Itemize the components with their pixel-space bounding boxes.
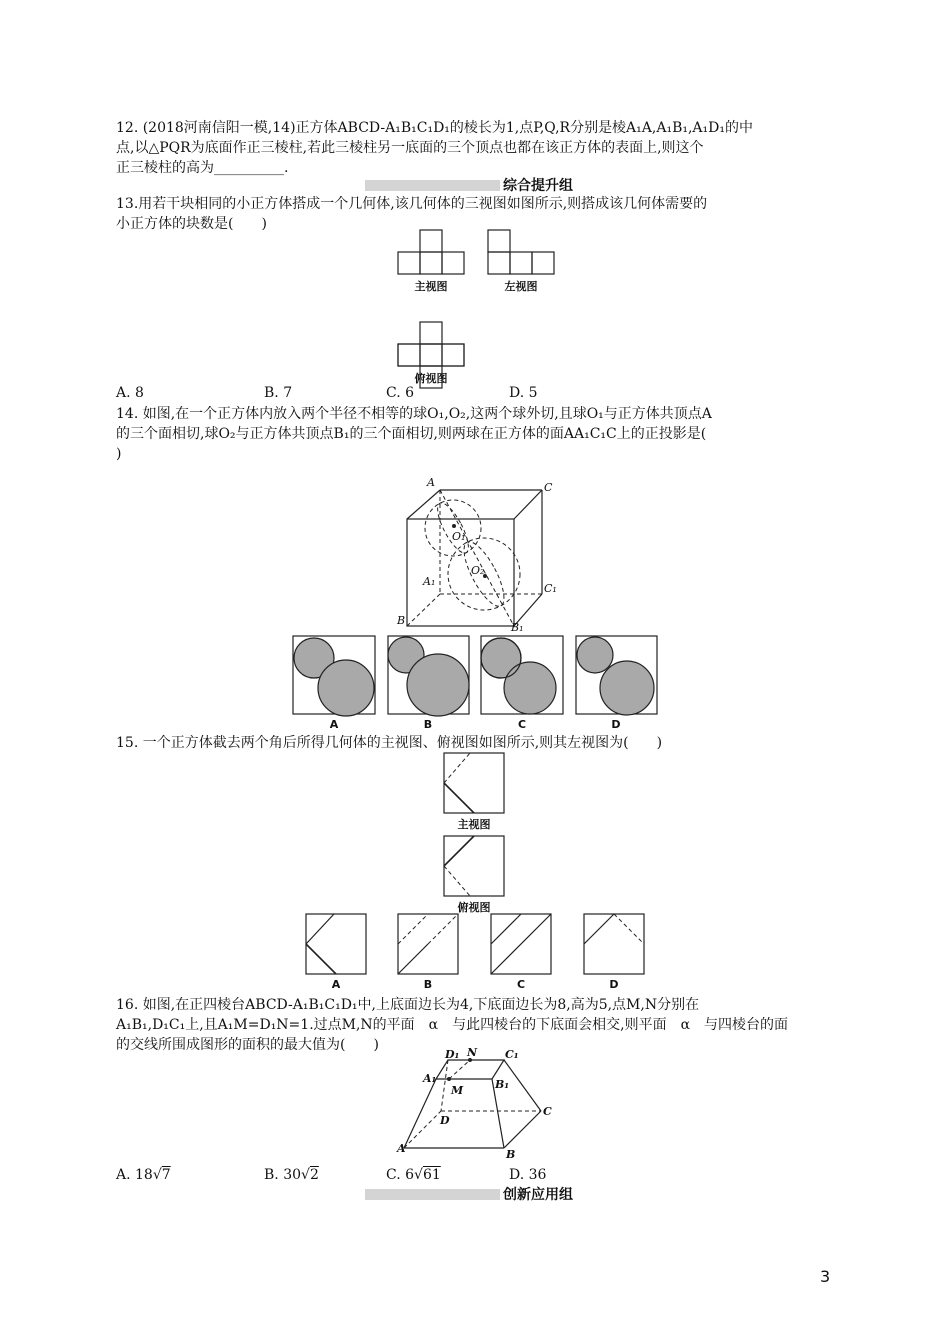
q14-option-label-d: D: [611, 718, 621, 731]
q14-option-label-c: C: [517, 718, 527, 731]
section-title: 综合提升组: [503, 178, 573, 194]
q16-label-d1: D₁: [445, 1048, 460, 1061]
q16-option-b-radicand: 2: [309, 1167, 319, 1183]
q15-caption-top: 俯视图: [457, 901, 491, 914]
q16-option-d-prefix: D. 36: [509, 1167, 547, 1183]
q16-option-c: [386, 1167, 441, 1183]
section-bar: [365, 1189, 500, 1200]
q15-option-label-c: C: [516, 978, 526, 991]
q16-option-c-radicand: 61: [422, 1167, 441, 1183]
sqrt-sign: √: [152, 1167, 162, 1183]
q16-label-d: D: [440, 1114, 450, 1127]
q15-line1: 15. 一个正方体截去两个角后所得几何体的主视图、俯视图如图所示,则其左视图为( ): [116, 735, 663, 751]
q13-option-b: B. 7: [264, 385, 293, 401]
q15-caption-front: 主视图: [457, 818, 491, 831]
q15-option-label-a: A: [331, 978, 341, 991]
q15-option-label-b: B: [423, 978, 433, 991]
q14-option-label-a: A: [329, 718, 339, 731]
q16-line3: 的交线所围成图形的面积的最大值为( ): [116, 1037, 379, 1053]
q13-caption-left: 左视图: [504, 280, 538, 293]
q16-option-a-radicand: 7: [161, 1167, 171, 1183]
q16-label-c: C: [543, 1105, 552, 1118]
q12-line2: 点,以△PQR为底面作正三棱柱,若此三棱柱另一底面的三个顶点也都在该正方体的表面上,则这个: [116, 140, 704, 156]
q16-option-d: [509, 1167, 546, 1183]
q13-line1: 13.用若干块相同的小正方体搭成一个几何体,该几何体的三视图如图所示,则搭成该几何体需要的: [116, 196, 708, 212]
q16-option-c-prefix: C. 6: [386, 1167, 415, 1183]
q13-caption-front: 主视图: [414, 280, 448, 293]
q14-label-a1: A₁: [423, 575, 436, 588]
q16-option-b-prefix: B. 30: [264, 1167, 302, 1183]
q16-line1: 16. 如图,在正四棱台ABCD-A₁B₁C₁D₁中,上底面边长为4,下底面边长为8,高为5,点M,N分别在: [116, 997, 700, 1013]
q14-line1: 14. 如图,在一个正方体内放入两个半径不相等的球O₁,O₂,这两个球外切,且球O₁与正方体共顶点A: [116, 406, 712, 422]
sqrt-sign: √: [301, 1167, 310, 1183]
q16-label-a1: A₁: [423, 1072, 437, 1085]
q12-line1: 12. (2018河南信阳一模,14)正方体ABCD-A₁B₁C₁D₁的棱长为1,点P,Q,R分别是棱A₁A,A₁B₁,A₁D₁的中: [116, 120, 753, 136]
page-number: 3: [820, 1267, 831, 1286]
q13-caption-top: 俯视图: [414, 372, 448, 385]
sqrt-sign: √: [414, 1167, 423, 1183]
q14-label-b: B: [397, 614, 406, 627]
q13-option-d: D. 5: [509, 385, 538, 401]
q16-option-a: [116, 1167, 171, 1183]
q14-label-c: C: [544, 481, 553, 494]
q14-label-c1: C₁: [544, 582, 557, 595]
section-title: 创新应用组: [503, 1187, 573, 1203]
q13-option-a: A. 8: [116, 385, 144, 401]
q16-label-n: N: [467, 1046, 478, 1059]
q12-line3: 正三棱柱的高为__________.: [116, 160, 289, 176]
q13-option-c: C. 6: [386, 385, 415, 401]
q14-label-b1: B₁: [511, 621, 524, 634]
q16-label-b: B: [506, 1148, 516, 1161]
q14-option-label-b: B: [423, 718, 433, 731]
q16-label-m: M: [451, 1084, 464, 1097]
q13-line2: 小正方体的块数是( ): [116, 216, 267, 232]
q14-label-o2: O₂: [471, 564, 485, 577]
q16-line2: A₁B₁,D₁C₁上,且A₁M=D₁N=1.过点M,N的平面 α 与此四棱台的下底面会相交,则平面 α 与四棱台的面: [116, 1017, 789, 1033]
q16-option-a-prefix: A. 18: [116, 1167, 153, 1183]
q16-label-b1: B₁: [495, 1078, 510, 1091]
q14-line2: 的三个面相切,球O₂与正方体共顶点B₁的三个面相切,则两球在正方体的面AA₁C₁C上的正投影是(: [116, 426, 707, 442]
q16-label-c1: C₁: [505, 1048, 519, 1061]
q14-line3: ): [116, 446, 122, 462]
q16-label-a: A: [397, 1142, 406, 1155]
q14-label-o1: O₁: [452, 530, 466, 543]
q16-option-b: [264, 1167, 319, 1183]
q14-label-a: A: [427, 476, 435, 489]
q15-option-label-d: D: [609, 978, 619, 991]
